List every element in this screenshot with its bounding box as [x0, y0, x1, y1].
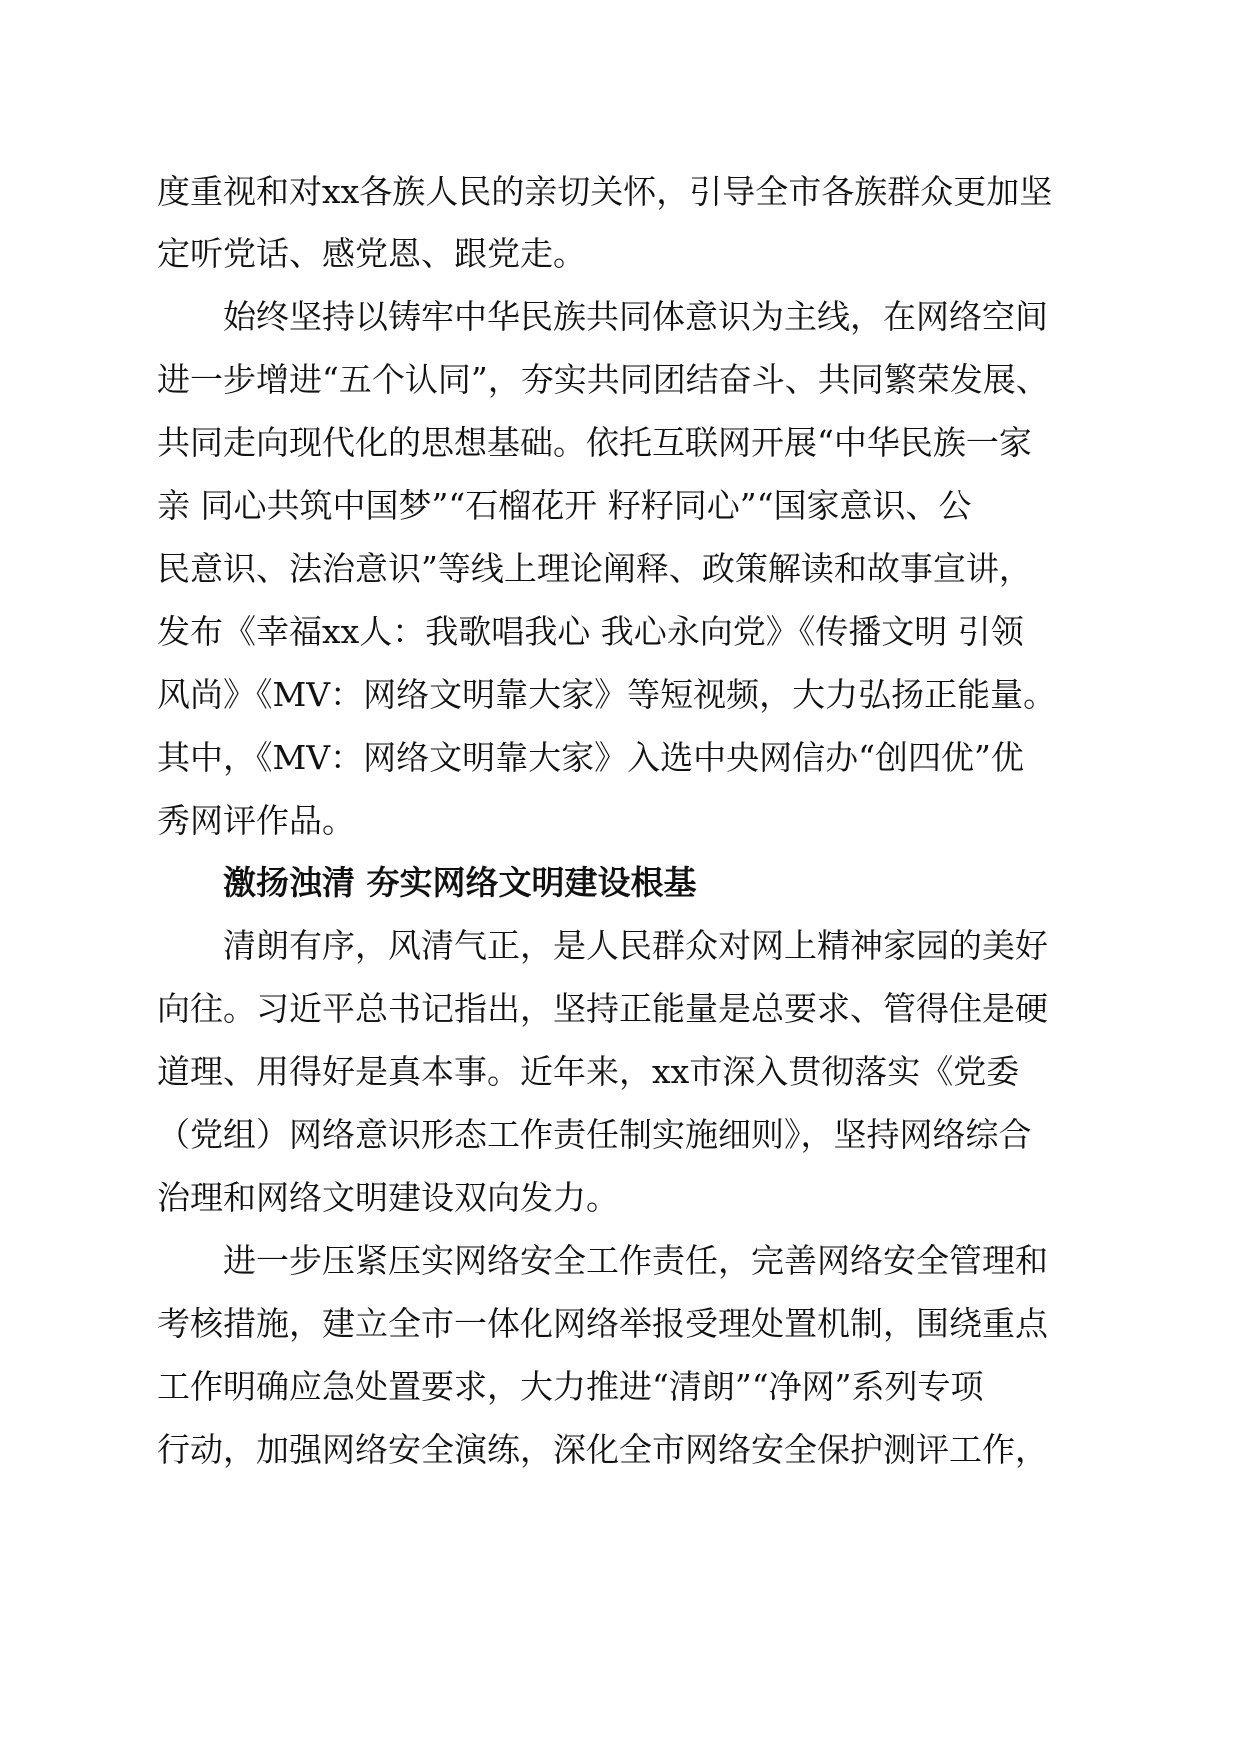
text-line: 清朗有序，风清气正，是人民群众对网上精神家园的美好 — [223, 926, 1048, 965]
text-line: 定听党话、感党恩、跟党走。 — [157, 234, 586, 273]
text-line: 秀网评作品。 — [157, 801, 355, 840]
text-line: 进一步增进“五个认同”，夯实共同团结奋斗、共同繁荣发展、 — [157, 360, 1049, 399]
text-line: 共同走向现代化的思想基础。依托互联网开展“中华民族一家 — [157, 423, 1032, 462]
text-line: 进一步压紧压实网络安全工作责任，完善网络安全管理和 — [223, 1241, 1048, 1280]
text-line: 行动，加强网络安全演练，深化全市网络安全保护测评工作， — [157, 1430, 1048, 1469]
text-line: 考核措施，建立全市一体化网络举报受理处置机制，围绕重点 — [157, 1304, 1048, 1343]
text-line: 始终坚持以铸牢中华民族共同体意识为主线，在网络空间 — [223, 297, 1048, 336]
section-heading: 激扬浊清 夯实网络文明建设根基 — [223, 863, 697, 902]
text-line: 风尚》《MV：网络文明靠大家》等短视频，大力弘扬正能量。 — [157, 675, 1057, 714]
text-line: 民意识、法治意识”等线上理论阐释、政策解读和故事宣讲， — [157, 549, 1032, 588]
text-line: 道理、用得好是真本事。近年来，xx市深入贯彻落实《党委 — [157, 1052, 1020, 1091]
text-line: 治理和网络文明建设双向发力。 — [157, 1178, 619, 1217]
text-line: 工作明确应急处置要求，大力推进“清朗”“净网”系列专项 — [157, 1367, 984, 1406]
text-line: 度重视和对xx各族人民的亲切关怀，引导全市各族群众更加坚 — [157, 172, 1053, 211]
text-line: 发布《幸福xx人：我歌唱我心 我心永向党》《传播文明 引领 — [157, 612, 1024, 651]
text-line: 向往。习近平总书记指出，坚持正能量是总要求、管得住是硬 — [157, 989, 1048, 1028]
text-line: （党组）网络意识形态工作责任制实施细则》，坚持网络综合 — [157, 1115, 1032, 1154]
text-line: 亲 同心共筑中国梦”“石榴花开 籽籽同心”“国家意识、公 — [157, 486, 972, 525]
text-line: 其中，《MV：网络文明靠大家》入选中央网信办“创四优”优 — [157, 738, 1024, 777]
